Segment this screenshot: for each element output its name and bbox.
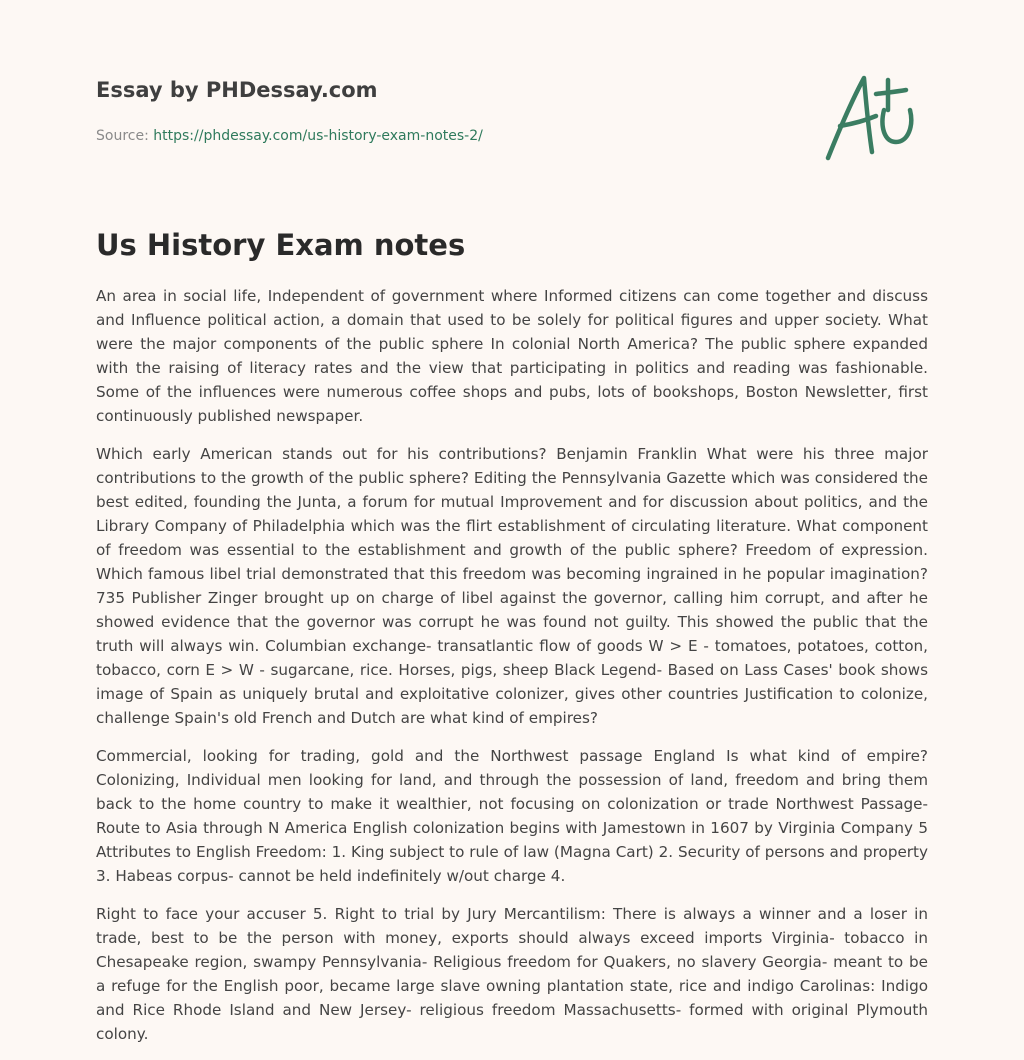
essay-title: Us History Exam notes	[96, 228, 466, 262]
a-plus-logo-icon	[818, 66, 930, 166]
site-brand: Essay by PHDessay.com	[96, 78, 378, 102]
source-line	[96, 126, 796, 146]
essay-paragraph: Which early American stands out for his contributions? Benjamin Franklin What were his three major contributions to the growth of the public sphere? Editing the Pennsylvania Gazette which was considered the best edited, founding the Junta, a forum for mutual Improvement and for discussion about politics, and the Library Company of Philadelphia which was the flirt establishment of circulating literature. What component of freedom was essential to the establishment and growth of the public sphere? Freedom of expression. Which famous libel trial demonstrated that this freedom was becoming ingrained in he popular imagination? 735 Publisher Zinger brought up on charge of libel against the governor, calling him corrupt, and after he showed evidence that the governor was corrupt he was found not guilty. This showed the public that the truth will always win. Columbian exchange- transatlantic flow of goods W > E - tomatoes, potatoes, cotton, tobacco, corn E > W - sugarcane, rice. Horses, pigs, sheep Black Legend- Based on Lass Cases' book shows image of Spain as uniquely brutal and exploitative colonizer, gives other countries Justification to colonize, challenge Spain's old French and Dutch are what kind of empires?	[96, 445, 928, 727]
essay-body	[96, 284, 928, 1060]
essay-paragraph: Commercial, looking for trading, gold and the Northwest passage England Is what kind of empire? Colonizing, Individual men looking for land, and through the possession of land, freedom and bring them back to the home country to make it wealthier, not focusing on colonization or trade Northwest Passage- Route to Asia through N America English colonization begins with Jamestown in 1607 by Virginia Company 5 Attributes to English Freedom: 1. King subject to rule of law (Magna Cart) 2. Security of persons and property 3. Habeas corpus- cannot be held indefinitely w/out charge 4.	[96, 747, 928, 885]
source-link[interactable]: https://phdessay.com/us-history-exam-notes-2/	[153, 128, 483, 144]
source-label: Source:	[96, 128, 149, 144]
essay-paragraph: An area in social life, Independent of government where Informed citizens can come together and discuss and Influence political action, a domain that used to be solely for political figures and upper society. What were the major components of the public sphere In colonial North America? The public sphere expanded with the raising of literacy rates and the view that participating in politics and reading was fashionable. Some of the influences were numerous coffee shops and pubs, lots of bookshops, Boston Newsletter, first continuously published newspaper.	[96, 287, 928, 425]
essay-paragraph: Right to face your accuser 5. Right to trial by Jury Mercantilism: There is always a winner and a loser in trade, best to be the person with money, exports should always exceed imports Virginia- tobacco in Chesapeake region, swampy Pennsylvania- Religious freedom for Quakers, no slavery Georgia- meant to be a refuge for the English poor, became large slave owning plantation state, rice and indigo Carolinas: Indigo and Rice Rhode Island and New Jersey- religious freedom Massachusetts- formed with original Plymouth colony.	[96, 905, 928, 1043]
page-header	[96, 76, 796, 146]
